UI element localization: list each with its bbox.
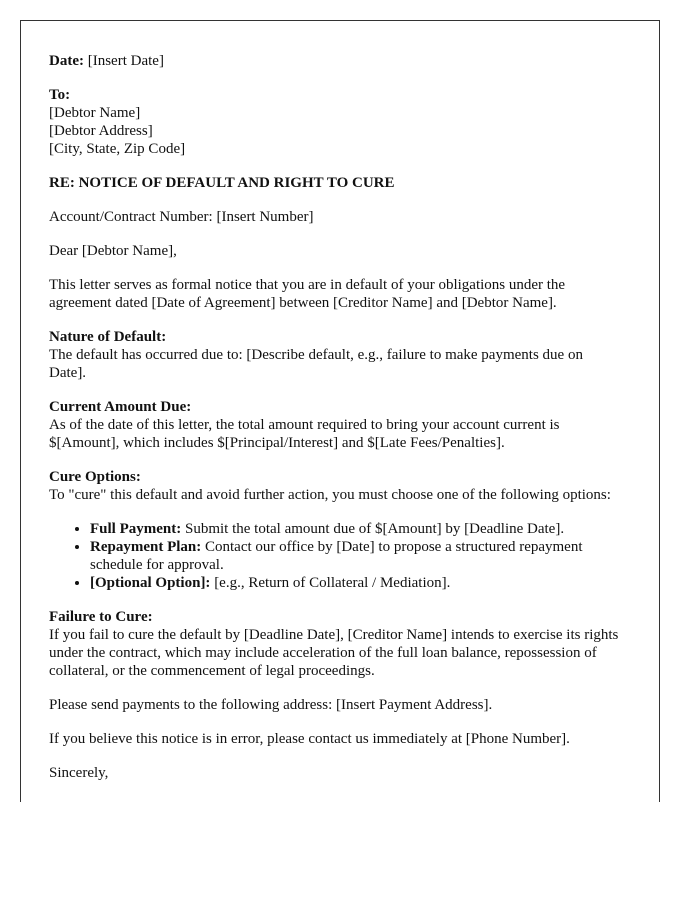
payment-paragraph: Please send payments to the following address: [Insert Payment Address]. [49,697,493,713]
failure-section: Failure to Cure: If you fail to cure the default by [Deadline Date], [Creditor Name] intends to exercise its rights under the contract, which may include acceleration of the full loan balance, repossession of collateral, or the commencement of legal proceedings. [49,609,619,679]
salutation: Dear [Debtor Name], [49,243,177,259]
intro-paragraph: This letter serves as formal notice that you are in default of your obligations under the agreement dated [Date of Agreement] between [Creditor Name] and [Debtor Name]. [49,277,566,311]
cure-options-list [49,520,619,592]
date-line: Date: [Insert Date] [49,53,164,69]
subject-line: RE: NOTICE OF DEFAULT AND RIGHT TO CURE [49,175,395,191]
amount-section: Current Amount Due: As of the date of this letter, the total amount required to bring your account current is $[Amount], which includes $[Principal/Interest] and $[Late Fees/Penalties]. [49,399,560,451]
nature-section: Nature of Default: The default has occurred due to: [Describe default, e.g., failure to make payments due on Date]. [49,329,583,381]
account-number: Account/Contract Number: [Insert Number] [49,209,314,225]
closing: Sincerely, [49,765,109,781]
letter-page [20,20,660,802]
cure-section: Cure Options: To "cure" this default and avoid further action, you must choose one of the following options: [49,469,611,503]
list-item: • [Optional Option]: [e.g., Return of Collateral / Mediation]. [90,574,619,592]
contact-paragraph: If you believe this notice is in error, please contact us immediately at [Phone Number]. [49,731,570,747]
list-item: • Full Payment: Submit the total amount due of $[Amount] by [Deadline Date]. [90,520,619,538]
list-item: • Repayment Plan: Contact our office by [Date] to propose a structured repayment schedule for approval. [90,538,619,574]
recipient-block: To: [Debtor Name] [Debtor Address] [City, State, Zip Code] [49,87,186,157]
